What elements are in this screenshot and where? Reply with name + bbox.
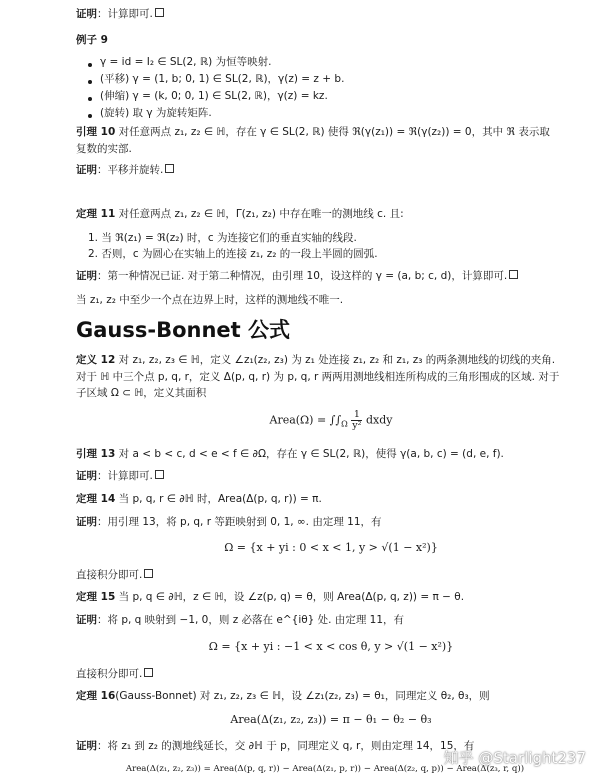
proof-end-text: 直接积分即可. (76, 668, 143, 680)
formula-sub: Ω (341, 419, 348, 429)
list-item: γ = id = I₂ ∈ SL(2, ℝ) 为恒等映射. (100, 56, 272, 68)
list-item: (旋转) 取 γ 为旋转矩阵. (100, 107, 212, 119)
proof-line (76, 514, 382, 531)
qed-icon (144, 668, 153, 677)
qed-icon (155, 470, 164, 479)
lemma-13 (76, 446, 504, 463)
lemma-text: 对 a < b < c, d < e < f ∈ ∂Ω，存在 γ ∈ SL(2, ℝ)，使得 γ(a, b, c) = (d, e, f). (115, 448, 504, 460)
region-formula: Ω = {x + yi : −1 < x < cos θ, y > √(1 − x²)} (208, 640, 454, 653)
proof-line (76, 6, 164, 23)
formula-right: dxdy (365, 413, 393, 427)
theorem-label: 定理 16 (76, 690, 116, 702)
watermark: 知乎 @Starlight237 (443, 749, 586, 767)
lemma-10-cont: 复数的实部. (76, 143, 132, 155)
proof-text: ：第一种情况已证. 对于第二种情况，由引理 10，设这样的 γ = (a, b; c, d)，计算即可. (97, 270, 508, 282)
definition-text: 对 z₁, z₂, z₃ ∈ ℍ，定义 ∠z₁(z₂, z₃) 为 z₁ 处连接 z₁, z₂ 和 z₁, z₃ 的两条测地线的切线的夹角. (115, 354, 556, 366)
gauss-bonnet-formula: Area(Δ(z₁, z₂, z₃)) = π − θ₁ − θ₂ − θ₃ (230, 713, 432, 726)
definition-12-cont: 子区域 Ω ⊂ ℍ，定义其面积 (76, 387, 207, 399)
lemma-text: 对任意两点 z₁, z₂ ∈ ℍ，存在 γ ∈ SL(2, ℝ) 使得 ℜ(γ(z₁)) = ℜ(γ(z₂)) = 0，其中 ℜ 表示取 (115, 126, 550, 138)
theorem-label: 定理 15 (76, 591, 116, 603)
proof-line (76, 738, 474, 755)
theorem-text: (Gauss-Bonnet) 对 z₁, z₂, z₃ ∈ ℍ，设 ∠z₁(z₂, z₃) = θ₁，同理定义 θ₂, θ₃，则 (115, 690, 490, 702)
fraction-numerator: 1 (351, 410, 362, 421)
formula-left: Area(Ω) = ∫∫ (269, 413, 342, 427)
proof-line (76, 612, 404, 629)
proof-line (76, 468, 164, 485)
note-text: 当 z₁, z₂ 中至少一个点在边界上时，这样的测地线不唯一. (76, 294, 344, 306)
theorem-11 (76, 206, 404, 223)
example-heading: 例子 9 (76, 34, 108, 46)
definition-label: 定义 12 (76, 354, 116, 366)
theorem-text: 当 p, q, r ∈ ∂ℍ 时，Area(Δ(p, q, r)) = π. (115, 493, 322, 505)
region-formula: Ω = {x + yi : 0 < x < 1, y > √(1 − x²)} (224, 541, 438, 554)
definition-12 (76, 352, 555, 369)
area-formula (76, 410, 586, 431)
qed-icon (165, 164, 174, 173)
proof-end (76, 666, 153, 683)
qed-icon (144, 569, 153, 578)
definition-12-cont: 对于 ℍ 中三个点 p, q, r，定义 Δ(p, q, r) 为 p, q, r 两两用测地线相连所构成的三角形围成的区域. 对于 (76, 371, 560, 383)
theorem-16 (76, 688, 490, 705)
qed-icon (155, 8, 164, 17)
section-title: Gauss-Bonnet 公式 (76, 318, 290, 342)
bullet-icon (88, 80, 92, 84)
proof-text: ：将 p, q 映射到 −1, 0，则 z 必落在 e^{iθ} 处. 由定理 11，有 (97, 614, 405, 626)
proof-text: ：用引理 13，将 p, q, r 等距映射到 0, 1, ∞. 由定理 11，有 (97, 516, 382, 528)
list-item: (伸缩) γ = (k, 0; 0, 1) ∈ SL(2, ℝ)，γ(z) = kz. (100, 90, 328, 102)
theorem-14 (76, 491, 322, 508)
bullet-icon (88, 63, 92, 67)
bullet-icon (88, 97, 92, 101)
list-item: 2. 否则，c 为圆心在实轴上的连接 z₁, z₂ 的一段上半圆的圆弧. (88, 248, 378, 260)
proof-text: ：计算即可. (97, 470, 153, 482)
fraction-denominator: y² (352, 420, 362, 431)
proof-text: ：计算即可. (97, 8, 153, 20)
lemma-label: 引理 13 (76, 448, 116, 460)
proof-label: 证明 (76, 470, 97, 482)
proof-label: 证明 (76, 516, 97, 528)
lemma-10 (76, 124, 550, 141)
list-item: 1. 当 ℜ(z₁) = ℜ(z₂) 时，c 为连接它们的垂直实轴的线段. (88, 232, 357, 244)
theorem-label: 定理 14 (76, 493, 116, 505)
area-decomposition-formula: Area(Δ(z₁, z₂, z₃)) = Area(Δ(p, q, r)) − Area(Δ(z₁, p, r)) − Area(Δ(z₂, q, p)) − Area(Δ(z₃, r, q)) (125, 764, 525, 774)
proof-end (76, 567, 153, 584)
proof-label: 证明 (76, 164, 97, 176)
proof-line (76, 162, 174, 179)
proof-label: 证明 (76, 740, 97, 752)
proof-label: 证明 (76, 8, 97, 20)
proof-text: ：平移并旋转. (97, 164, 164, 176)
proof-label: 证明 (76, 614, 97, 626)
list-item: (平移) γ = (1, b; 0, 1) ∈ SL(2, ℝ)，γ(z) = z + b. (100, 73, 345, 85)
fraction (351, 410, 362, 431)
theorem-label: 定理 11 (76, 208, 116, 220)
theorem-text: 当 p, q ∈ ∂ℍ，z ∈ ℍ，设 ∠z(p, q) = θ，则 Area(Δ(p, q, z)) = π − θ. (115, 591, 465, 603)
proof-end-text: 直接积分即可. (76, 569, 143, 581)
proof-line (76, 268, 518, 285)
qed-icon (509, 270, 518, 279)
theorem-15 (76, 589, 464, 606)
proof-text: ：将 z₁ 到 z₂ 的测地线延长，交 ∂ℍ 于 p，同理定义 q, r，则由定理 14，15，有 (97, 740, 475, 752)
theorem-text: 对任意两点 z₁, z₂ ∈ ℍ，Γ(z₁, z₂) 中存在唯一的测地线 c. 且: (115, 208, 404, 220)
bullet-icon (88, 114, 92, 118)
lemma-label: 引理 10 (76, 126, 116, 138)
proof-label: 证明 (76, 270, 97, 282)
